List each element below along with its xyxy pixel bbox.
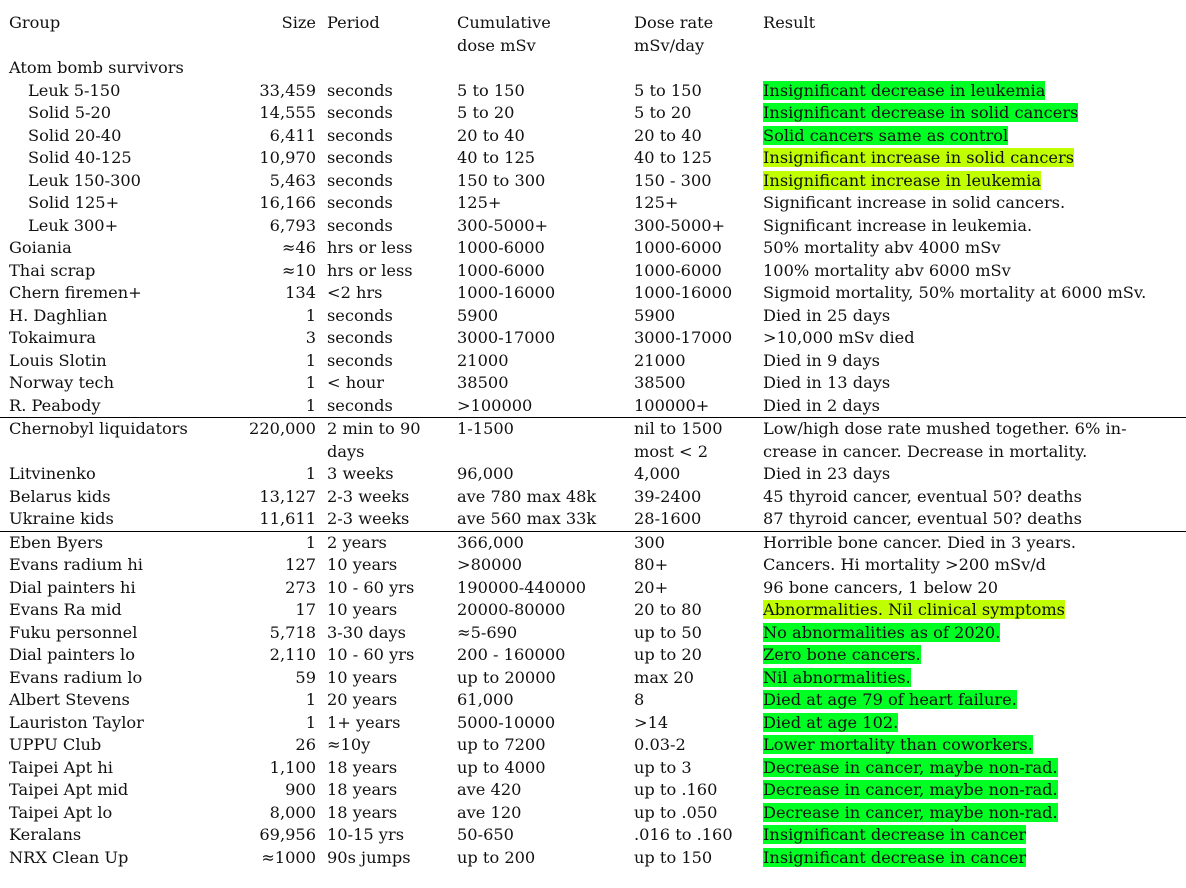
header-rate-line1: Dose rate	[634, 13, 714, 32]
cell-size: ≈1000	[261, 847, 316, 867]
table-row	[0, 237, 1186, 260]
cell-rate: 300	[625, 531, 755, 554]
table-row	[0, 689, 1186, 712]
cell-size: 17	[295, 600, 316, 619]
cell-size: ≈46	[281, 238, 316, 257]
header-cumulative	[448, 12, 625, 57]
cell-rate: 1000-6000	[634, 260, 722, 280]
result-text: Zero bone cancers.	[763, 645, 921, 664]
cell-result	[755, 531, 1186, 554]
table-row	[0, 372, 1186, 395]
header-result: Result	[763, 13, 816, 32]
cell-period: 3 weeks	[327, 464, 394, 483]
cell-period: 2 years	[318, 531, 448, 554]
cell-size: 220,000	[238, 418, 318, 464]
cell-result	[755, 508, 1186, 531]
table-row	[0, 667, 1186, 690]
cell-dose: 1000-16000	[457, 283, 556, 302]
cell-group: Taipei Apt mid	[9, 780, 129, 799]
cell-dose: 5900	[457, 305, 499, 325]
table-row	[0, 327, 1186, 350]
cell-rate	[625, 418, 755, 464]
cell-result	[755, 599, 1186, 622]
cell-rate: 8	[634, 690, 645, 709]
result-text: Died in 25 days	[763, 305, 891, 325]
table-row	[0, 192, 1186, 215]
cell-size: 59	[295, 667, 316, 687]
cell-period: seconds	[327, 170, 393, 190]
cell-period: 10 - 60 yrs	[327, 577, 415, 597]
cell-group: Chern firemen+	[9, 283, 142, 302]
result-text: Died at age 102.	[763, 712, 899, 732]
table-row-chernobyl	[0, 418, 1186, 464]
rate-line2: most < 2	[634, 441, 709, 461]
cell-rate: 3000-17000	[634, 328, 733, 347]
cell-size: 134	[285, 283, 316, 302]
result-text: Decrease in cancer, maybe non-rad.	[763, 757, 1058, 777]
cell-period: seconds	[327, 80, 393, 100]
cell-result	[755, 418, 1186, 464]
cell-group: UPPU Club	[9, 735, 102, 754]
cell-size: 1	[238, 531, 318, 554]
result-line2: crease in cancer. Decrease in mortality.	[763, 441, 1088, 461]
result-text: Insignificant decrease in solid cancers	[763, 103, 1079, 122]
cell-rate: up to .160	[634, 780, 718, 799]
cell-rate: 21000	[634, 350, 686, 370]
cell-result	[755, 260, 1186, 283]
cell-group: Leuk 5-150	[28, 80, 121, 100]
table-row	[0, 712, 1186, 735]
cell-group: H. Daghlian	[9, 305, 108, 325]
cell-size: 900	[285, 780, 316, 799]
cell-group: Thai scrap	[9, 260, 96, 280]
radiation-dose-table	[0, 12, 1186, 869]
result-text: Significant increase in solid cancers.	[763, 193, 1066, 212]
cell-result	[755, 554, 1186, 577]
cell-size: 1	[305, 395, 316, 415]
cell-size: 11,611	[259, 509, 316, 528]
result-text: Died in 9 days	[763, 350, 880, 370]
cell-dose: 20 to 40	[457, 125, 525, 145]
header-period: Period	[327, 13, 380, 32]
rate-line1: nil to 1500	[634, 419, 723, 438]
result-line1: Low/high dose rate mushed together. 6% in-	[763, 419, 1127, 438]
header-size: Size	[281, 13, 316, 32]
result-text: Solid cancers same as control	[763, 125, 1009, 145]
cell-dose: 20000-80000	[457, 600, 566, 619]
result-text: Died at age 79 of heart failure.	[763, 690, 1017, 709]
cell-rate: 1000-6000	[634, 238, 722, 257]
result-text: Insignificant decrease in leukemia	[763, 80, 1046, 100]
cell-rate: 38500	[634, 373, 686, 392]
result-text: Abnormalities. Nil clinical symptoms	[763, 600, 1065, 619]
cell-group: NRX Clean Up	[9, 847, 129, 867]
cell-size: 1	[305, 712, 316, 732]
result-text: Lower mortality than coworkers.	[763, 735, 1033, 754]
cell-size: 1,100	[269, 757, 316, 777]
cell-group: Evans Ra mid	[9, 600, 122, 619]
table-row	[0, 508, 1186, 531]
cell-dose: up to 7200	[457, 735, 546, 754]
cell-period: 20 years	[327, 690, 398, 709]
header-rate-line2: mSv/day	[634, 35, 705, 55]
cell-period: 18 years	[327, 757, 398, 777]
cell-group: Taipei Apt hi	[9, 757, 113, 777]
cell-rate: up to 20	[634, 645, 702, 664]
cell-result	[755, 463, 1186, 486]
table-row	[0, 622, 1186, 645]
table-row	[0, 395, 1186, 418]
cell-rate: 39-2400	[634, 486, 702, 506]
result-text: Insignificant increase in solid cancers	[763, 148, 1075, 167]
cell-rate: 20 to 80	[634, 600, 702, 619]
cell-period: 10 years	[327, 555, 398, 574]
cell-size: 1	[305, 373, 316, 392]
cell-result	[755, 305, 1186, 328]
cell-period: 2-3 weeks	[327, 509, 410, 528]
cell-group: Dial painters hi	[9, 577, 136, 597]
cell-group: Dial painters lo	[9, 645, 135, 664]
table-row	[0, 644, 1186, 667]
result-text: Insignificant increase in leukemia	[763, 170, 1042, 190]
header-group: Group	[9, 13, 61, 32]
table-row	[0, 847, 1186, 870]
cell-dose: 40 to 125	[457, 148, 536, 167]
cell-size: 16,166	[259, 193, 316, 212]
header-cumulative-line2: dose mSv	[457, 35, 536, 55]
cell-result	[755, 667, 1186, 690]
cell-result	[755, 237, 1186, 260]
cell-group: Belarus kids	[9, 486, 111, 506]
cell-period: seconds	[327, 103, 393, 122]
cell-size: 5,718	[269, 622, 316, 642]
cell-dose: ≈5-690	[457, 622, 518, 642]
result-text: Significant increase in leukemia.	[763, 215, 1033, 235]
result-text: 45 thyroid cancer, eventual 50? deaths	[763, 486, 1082, 506]
cell-size: 3	[305, 328, 316, 347]
table-row	[0, 757, 1186, 780]
cell-period: seconds	[327, 395, 393, 415]
cell-size: 1	[305, 464, 316, 483]
period-line1: 2 min to 90	[327, 419, 421, 438]
cell-rate: 5 to 150	[634, 80, 702, 100]
cell-period: seconds	[327, 193, 393, 212]
result-text: 96 bone cancers, 1 below 20	[763, 577, 999, 597]
section-atom-label: Atom bomb survivors	[9, 58, 184, 77]
cell-rate: >14	[634, 712, 669, 732]
cell-rate: 5900	[634, 305, 676, 325]
result-text: 50% mortality abv 4000 mSv	[763, 238, 1001, 257]
cell-rate: up to 50	[634, 622, 702, 642]
cell-dose: 1000-6000	[457, 260, 545, 280]
cell-group: Keralans	[9, 825, 82, 844]
cell-group: Solid 5-20	[28, 103, 112, 122]
cell-result	[755, 372, 1186, 395]
result-text: Died in 13 days	[763, 373, 891, 392]
cell-rate: up to .050	[634, 802, 718, 822]
period-line2: days	[327, 441, 365, 461]
cell-group: Fuku personnel	[9, 622, 138, 642]
cell-rate: 20 to 40	[634, 125, 702, 145]
cell-group: Litvinenko	[9, 464, 96, 483]
cell-size: 127	[285, 555, 316, 574]
cell-period: 1+ years	[327, 712, 401, 732]
cell-size: 6,411	[269, 125, 316, 145]
cell-dose: 1-1500	[448, 418, 625, 464]
cell-result	[755, 327, 1186, 350]
cell-size: 69,956	[259, 825, 316, 844]
cell-size: ≈10	[281, 260, 316, 280]
cell-period: 10 - 60 yrs	[327, 645, 415, 664]
cell-group: Solid 40-125	[28, 148, 132, 167]
cell-period: 90s jumps	[327, 847, 411, 867]
cell-group: Lauriston Taylor	[9, 712, 144, 732]
cell-group: Goiania	[9, 238, 72, 257]
cell-group: Solid 20-40	[28, 125, 122, 145]
cell-result	[755, 802, 1186, 825]
cell-dose: 3000-17000	[457, 328, 556, 347]
result-text: 100% mortality abv 6000 mSv	[763, 260, 1011, 280]
cell-dose: ave 780 max 48k	[457, 486, 597, 506]
cell-group: Taipei Apt lo	[9, 802, 113, 822]
cell-size: 8,000	[269, 802, 316, 822]
cell-rate: .016 to .160	[634, 825, 733, 844]
cell-rate: max 20	[634, 667, 694, 687]
cell-rate: up to 150	[634, 847, 713, 867]
table-row	[0, 463, 1186, 486]
cell-group: Evans radium hi	[9, 555, 143, 574]
cell-result	[755, 824, 1186, 847]
cell-size: 273	[285, 577, 316, 597]
cell-period: 18 years	[327, 780, 398, 799]
result-text: No abnormalities as of 2020.	[763, 622, 1001, 642]
cell-period: 10-15 yrs	[327, 825, 405, 844]
cell-result	[755, 192, 1186, 215]
cell-size: 26	[295, 735, 316, 754]
cell-period: hrs or less	[327, 238, 413, 257]
cell-result	[755, 102, 1186, 125]
cell-rate: 40 to 125	[634, 148, 713, 167]
table-row	[0, 260, 1186, 283]
cell-period: 18 years	[327, 802, 398, 822]
table-row	[0, 531, 1186, 554]
cell-rate: 4,000	[634, 464, 681, 483]
cell-group: Eben Byers	[0, 531, 238, 554]
cell-result	[755, 125, 1186, 148]
cell-dose: 190000-440000	[457, 577, 587, 597]
cell-group: Ukraine kids	[9, 509, 114, 528]
cell-result	[755, 577, 1186, 600]
cell-group: Evans radium lo	[9, 667, 143, 687]
cell-group: Louis Slotin	[9, 350, 107, 370]
cell-rate: 1000-16000	[634, 283, 733, 302]
cell-result	[755, 350, 1186, 373]
cell-rate: 80+	[634, 555, 669, 574]
cell-period	[318, 418, 448, 464]
cell-period: 3-30 days	[327, 622, 406, 642]
cell-group: Leuk 150-300	[28, 170, 141, 190]
cell-group: Chernobyl liquidators	[0, 418, 238, 464]
cell-size: 6,793	[269, 215, 316, 235]
cell-dose: up to 200	[457, 847, 536, 867]
cell-rate: 5 to 20	[634, 103, 692, 122]
cell-period: 2-3 weeks	[327, 486, 410, 506]
cell-period: seconds	[327, 148, 393, 167]
table-row	[0, 215, 1186, 238]
cell-period: hrs or less	[327, 260, 413, 280]
cell-rate: 150 - 300	[634, 170, 712, 190]
cell-group: Albert Stevens	[9, 690, 130, 709]
cell-group: Leuk 300+	[28, 215, 119, 235]
table-row	[0, 147, 1186, 170]
cell-size: 13,127	[259, 486, 316, 506]
cell-period: seconds	[327, 305, 393, 325]
cell-dose: >100000	[457, 395, 533, 415]
result-text: Died in 23 days	[763, 464, 891, 483]
cell-rate: 125+	[634, 193, 679, 212]
cell-dose: 38500	[457, 373, 509, 392]
cell-period: seconds	[327, 328, 393, 347]
cell-result	[755, 395, 1186, 418]
cell-dose: 366,000	[448, 531, 625, 554]
cell-rate: 300-5000+	[634, 215, 726, 235]
cell-size: 10,970	[259, 148, 316, 167]
cell-dose: 200 - 160000	[457, 645, 566, 664]
table-row	[0, 577, 1186, 600]
result-text: Sigmoid mortality, 50% mortality at 6000 mSv.	[763, 283, 1147, 302]
cell-result	[755, 847, 1186, 870]
table-row	[0, 102, 1186, 125]
cell-result	[755, 215, 1186, 238]
cell-dose: 150 to 300	[457, 170, 546, 190]
cell-result	[755, 779, 1186, 802]
cell-dose: 1000-6000	[457, 238, 545, 257]
table-row	[0, 125, 1186, 148]
cell-result	[755, 147, 1186, 170]
cell-period: < hour	[327, 373, 385, 392]
result-text: Cancers. Hi mortality >200 mSv/d	[763, 555, 1047, 574]
header-row	[0, 12, 1186, 57]
cell-dose: up to 20000	[457, 667, 556, 687]
result-text: Decrease in cancer, maybe non-rad.	[763, 780, 1058, 799]
table-row	[0, 282, 1186, 305]
cell-result	[755, 644, 1186, 667]
cell-group: R. Peabody	[9, 395, 101, 415]
cell-result	[755, 712, 1186, 735]
section-row-atom	[0, 57, 1186, 80]
cell-dose: 125+	[457, 193, 502, 212]
cell-size: 14,555	[259, 103, 316, 122]
cell-dose: 50-650	[457, 825, 514, 844]
cell-size: 33,459	[259, 80, 316, 100]
cell-result	[755, 734, 1186, 757]
cell-rate: 100000+	[634, 395, 710, 415]
table-row	[0, 824, 1186, 847]
table-row	[0, 170, 1186, 193]
cell-dose: ave 560 max 33k	[457, 509, 597, 528]
result-text: Insignificant decrease in cancer	[763, 847, 1027, 867]
table-row	[0, 779, 1186, 802]
cell-dose: >80000	[457, 555, 523, 574]
cell-period: seconds	[327, 350, 393, 370]
cell-result	[755, 689, 1186, 712]
cell-rate: 28-1600	[634, 509, 702, 528]
cell-dose: 5 to 20	[457, 103, 515, 122]
result-text: 87 thyroid cancer, eventual 50? deaths	[763, 509, 1082, 528]
table-row	[0, 80, 1186, 103]
cell-dose: 61,000	[457, 690, 514, 709]
table-row	[0, 305, 1186, 328]
cell-rate: 20+	[634, 577, 669, 597]
cell-dose: 96,000	[457, 464, 514, 483]
cell-dose: 5 to 150	[457, 80, 525, 100]
cell-period: <2 hrs	[327, 283, 383, 302]
cell-size: 5,463	[269, 170, 316, 190]
result-text: Decrease in cancer, maybe non-rad.	[763, 802, 1058, 822]
result-text: Died in 2 days	[763, 395, 880, 415]
cell-period: ≈10y	[327, 735, 371, 754]
cell-size: 1	[305, 690, 316, 709]
cell-dose: ave 420	[457, 780, 522, 799]
cell-group: Solid 125+	[28, 193, 120, 212]
table-row	[0, 734, 1186, 757]
cell-result	[755, 622, 1186, 645]
cell-period: 10 years	[327, 667, 398, 687]
cell-size: 1	[305, 350, 316, 370]
cell-result	[755, 80, 1186, 103]
cell-dose: up to 4000	[457, 757, 546, 777]
cell-size: 2,110	[269, 645, 316, 664]
result-text: >10,000 mSv died	[763, 328, 915, 347]
result-text: Horrible bone cancer. Died in 3 years.	[763, 532, 1077, 552]
cell-period: seconds	[327, 215, 393, 235]
cell-rate: up to 3	[634, 757, 692, 777]
table-row	[0, 802, 1186, 825]
cell-period: 10 years	[327, 600, 398, 619]
table-row	[0, 554, 1186, 577]
cell-result	[755, 282, 1186, 305]
cell-group: Norway tech	[9, 373, 115, 392]
header-dose-rate	[625, 12, 755, 57]
cell-dose: ave 120	[457, 802, 522, 822]
cell-size: 1	[305, 305, 316, 325]
header-cumulative-line1: Cumulative	[457, 13, 551, 32]
result-text: Insignificant decrease in cancer	[763, 825, 1027, 844]
cell-rate: 0.03-2	[634, 735, 686, 754]
table-row	[0, 599, 1186, 622]
cell-group: Tokaimura	[9, 328, 97, 347]
cell-result	[755, 757, 1186, 780]
cell-result	[755, 486, 1186, 509]
table-row	[0, 486, 1186, 509]
cell-result	[755, 170, 1186, 193]
result-text: Nil abnormalities.	[763, 667, 911, 687]
cell-dose: 21000	[457, 350, 509, 370]
cell-dose: 5000-10000	[457, 712, 556, 732]
cell-dose: 300-5000+	[457, 215, 549, 235]
table-row	[0, 350, 1186, 373]
cell-period: seconds	[327, 125, 393, 145]
